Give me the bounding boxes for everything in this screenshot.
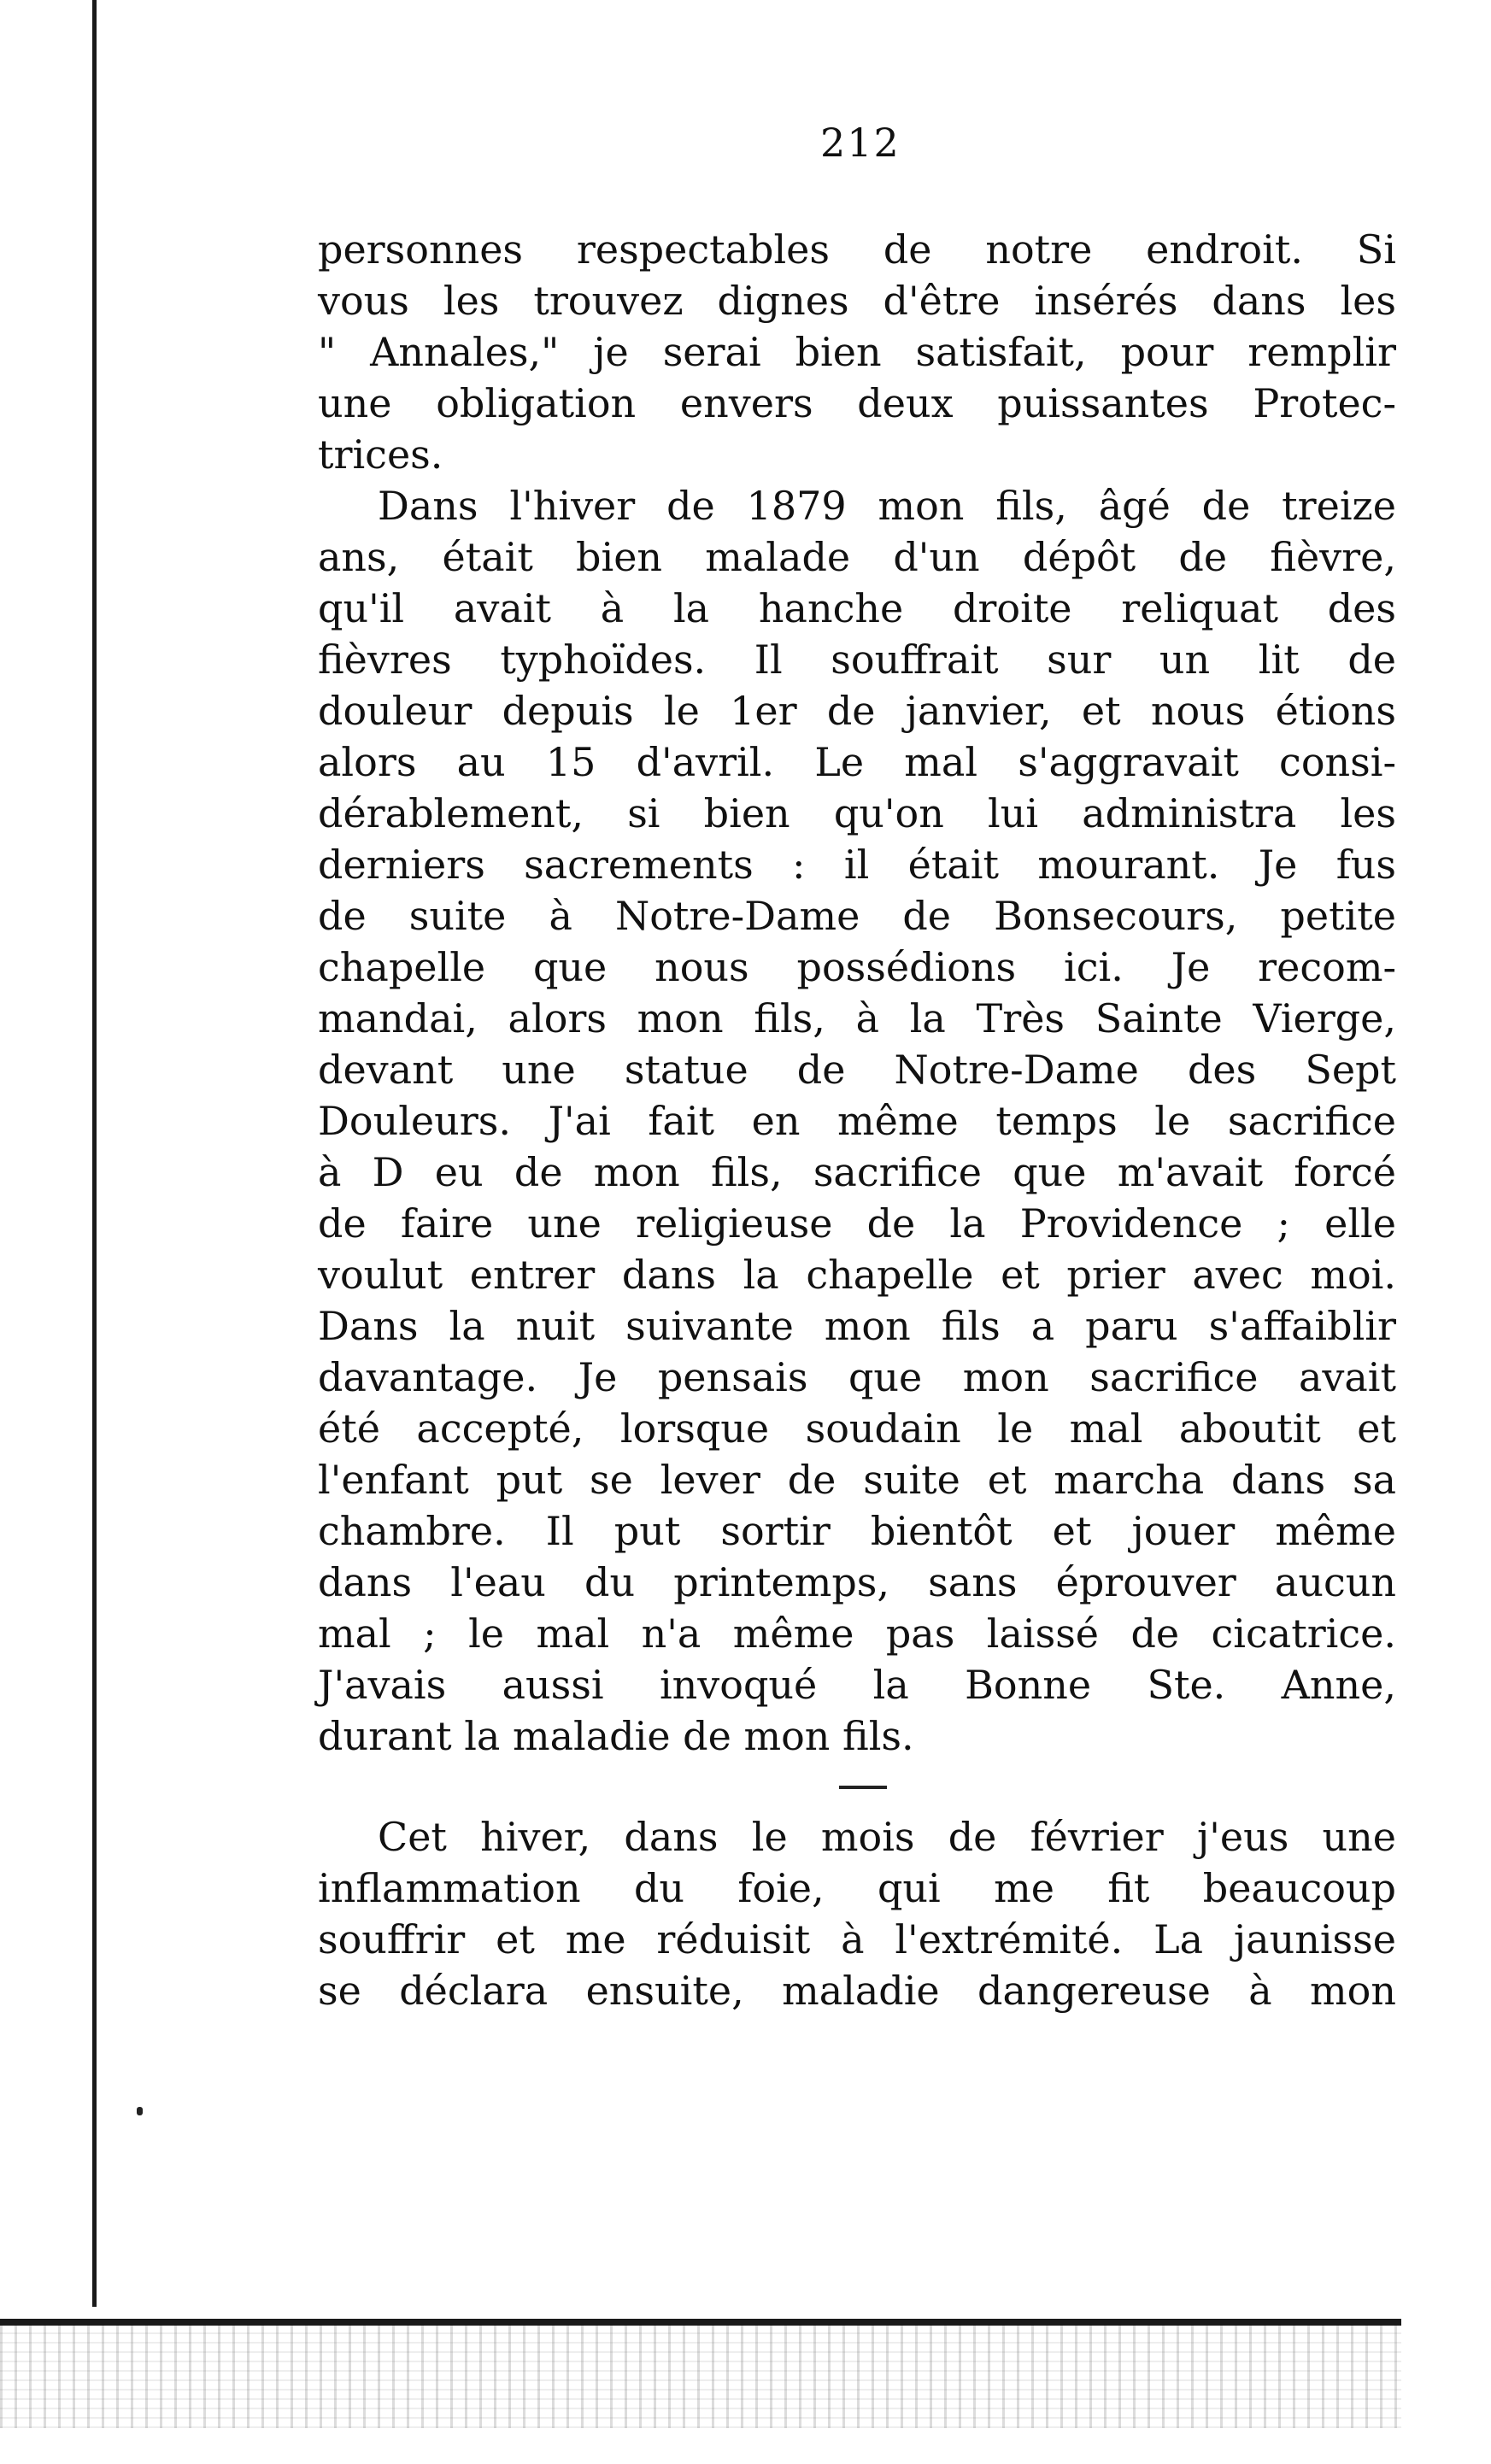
text-line: mal ; le mal n'a même pas laissé de cicatrice.	[318, 1610, 1396, 1657]
text-line: se déclara ensuite, maladie dangereuse à mon	[318, 1968, 1396, 2014]
text-line: qu'il avait à la hanche droite reliquat des	[318, 585, 1396, 631]
text-line: voulut entrer dans la chapelle et prier avec moi.	[318, 1252, 1396, 1298]
section-separator	[839, 1786, 887, 1789]
text-line: trices.	[318, 431, 443, 478]
text-line: chambre. Il put sortir bientôt et jouer même	[318, 1508, 1396, 1554]
text-line: été accepté, lorsque soudain le mal aboutit et	[318, 1405, 1396, 1452]
text-line: une obligation envers deux puissantes Protec-	[318, 380, 1396, 426]
text-line: à D eu de mon fils, sacrifice que m'avait forcé	[318, 1149, 1396, 1195]
text-line: fièvres typhoïdes. Il souffrait sur un lit de	[318, 637, 1396, 683]
text-line: ans, était bien malade d'un dépôt de fièvre,	[318, 534, 1396, 580]
text-line: " Annales," je serai bien satisfait, pour remplir	[318, 329, 1396, 375]
paragraph-3	[318, 1811, 1396, 2016]
text-line: l'enfant put se lever de suite et marcha dans sa	[318, 1457, 1396, 1503]
scan-bottom-edge	[0, 2319, 1401, 2326]
text-line: davantage. Je pensais que mon sacrifice avait	[318, 1354, 1396, 1400]
text-line: inflammation du foie, qui me fit beaucoup	[318, 1865, 1396, 1911]
text-line: douleur depuis le 1er de janvier, et nous étions	[318, 688, 1396, 734]
text-line: personnes respectables de notre endroit. Si	[318, 226, 1396, 273]
text-line: Dans la nuit suivante mon fils a paru s'affaiblir	[318, 1303, 1396, 1349]
text-line: souffrir et me réduisit à l'extrémité. La jaunisse	[318, 1916, 1396, 1962]
text-line: Douleurs. J'ai fait en même temps le sacrifice	[318, 1098, 1396, 1144]
text-line: mandai, alors mon fils, à la Très Sainte Vierge,	[318, 995, 1396, 1041]
text-line: chapelle que nous possédions ici. Je recom-	[318, 944, 1396, 990]
paragraph-2	[318, 480, 1396, 1762]
text-line: Cet hiver, dans le mois de février j'eus une	[378, 1814, 1396, 1860]
paragraph-1	[318, 224, 1396, 480]
main-text-block	[318, 224, 1396, 1762]
text-line: de faire une religieuse de la Providence ; elle	[318, 1200, 1396, 1247]
scan-noise	[0, 2326, 1401, 2428]
text-line: Dans l'hiver de 1879 mon fils, âgé de treize	[378, 483, 1396, 529]
text-line: vous les trouvez dignes d'être insérés dans les	[318, 278, 1396, 324]
text-line: J'avais aussi invoqué la Bonne Ste. Anne,	[318, 1662, 1396, 1708]
text-line: derniers sacrements : il était mourant. Je fus	[318, 842, 1396, 888]
ink-speck	[137, 2107, 143, 2115]
page-number: 212	[820, 120, 901, 166]
text-line: dérablement, si bien qu'on lui administra les	[318, 790, 1396, 836]
text-line: alors au 15 d'avril. Le mal s'aggravait consi-	[318, 739, 1396, 785]
text-line: dans l'eau du printemps, sans éprouver aucun	[318, 1559, 1396, 1605]
page-binding-edge	[92, 0, 97, 2307]
text-line: devant une statue de Notre-Dame des Sept	[318, 1047, 1396, 1093]
text-line: durant la maladie de mon fils.	[318, 1713, 914, 1759]
text-line: de suite à Notre-Dame de Bonsecours, petite	[318, 893, 1396, 939]
